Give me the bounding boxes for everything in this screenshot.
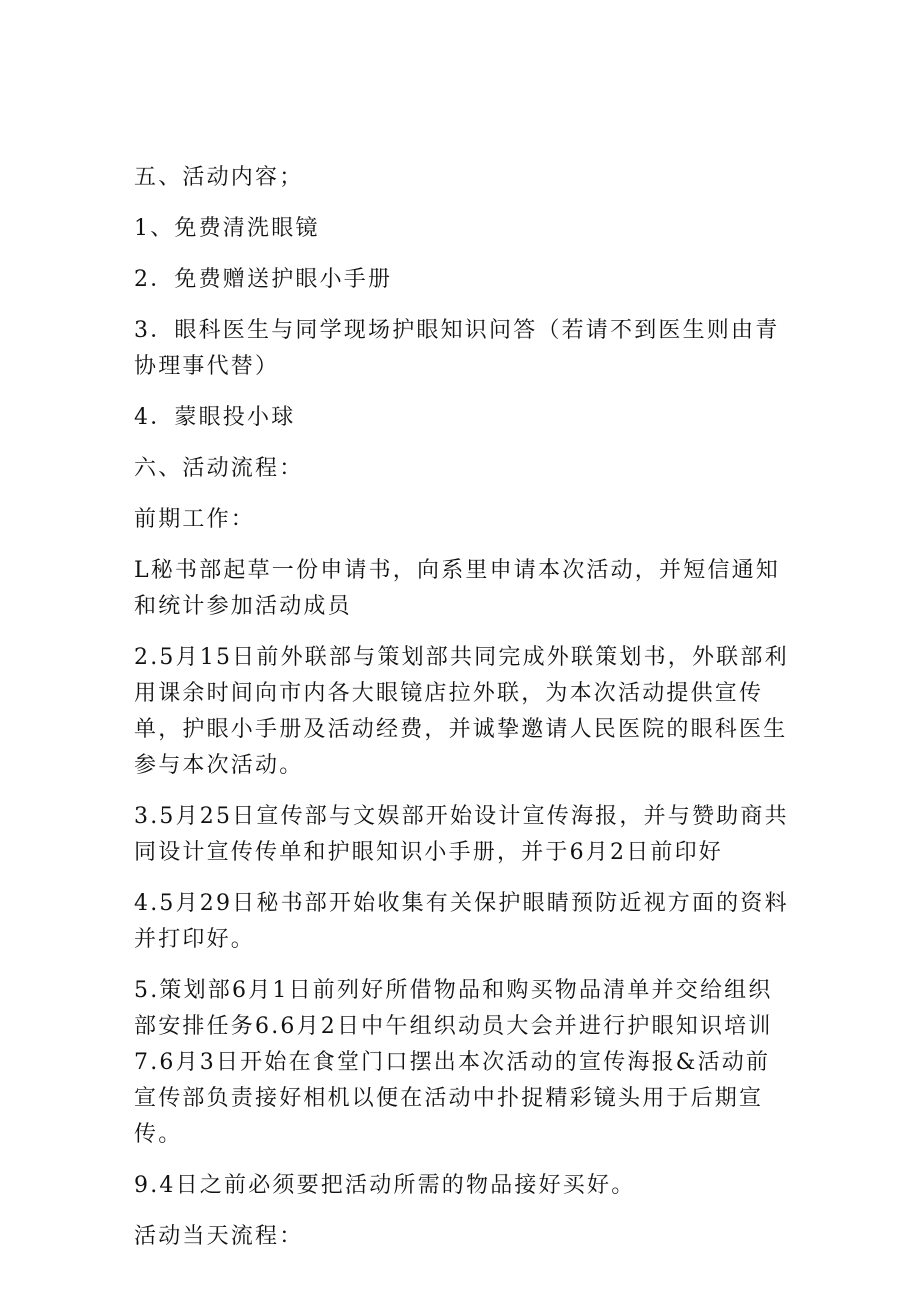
document-body <box>134 160 794 1270</box>
list-item: 3．眼科医生与同学现场护眼知识问答（若请不到医生则由青协理事代替） <box>134 318 780 379</box>
list-item: L秘书部起草一份申请书，向系里申请本次活动，并短信通知和统计参加活动成员 <box>134 558 781 619</box>
list-item: 2．免费赠送护眼小手册 <box>134 267 393 292</box>
list-item: 3.5月25日宣传部与文娱部开始设计宣传海报，并与赞助商共同设计宣传传单和护眼知识小手册，并于6月2日前印好 <box>134 804 789 865</box>
list-item: 4．蒙眼投小球 <box>134 405 296 430</box>
section-heading-activity-content: 五、活动内容； <box>134 165 304 190</box>
list-item: 2.5月15日前外联部与策划部共同完成外联策划书，外联部利用课余时间向市内各大眼镜店拉外联，为本次活动提供宣传单，护眼小手册及活动经费，并诚挚邀请人民医院的眼科医生参与本次活动。 <box>134 645 789 778</box>
list-item: 4.5月29日秘书部开始收集有关保护眼睛预防近视方面的资料并打印好。 <box>134 891 789 952</box>
list-item: 5.策划部6月1日前列好所借物品和购买物品清单并交给组织部安排任务6.6月2日中午组织动员大会并进行护眼知识培训7.6月3日开始在食堂门口摆出本次活动的宣传海报&活动前宣传部负责接好相机以便在活动中扑捉精彩镜头用于后期宣传。 <box>134 978 773 1147</box>
subheading-event-day: 活动当天流程： <box>134 1224 304 1249</box>
list-item: 1、免费清洗眼镜 <box>134 216 320 241</box>
section-heading-activity-process: 六、活动流程： <box>134 456 304 481</box>
list-item: 9.4日之前必须要把活动所需的物品接好买好。 <box>134 1173 636 1198</box>
subheading-preparation: 前期工作： <box>134 507 256 532</box>
